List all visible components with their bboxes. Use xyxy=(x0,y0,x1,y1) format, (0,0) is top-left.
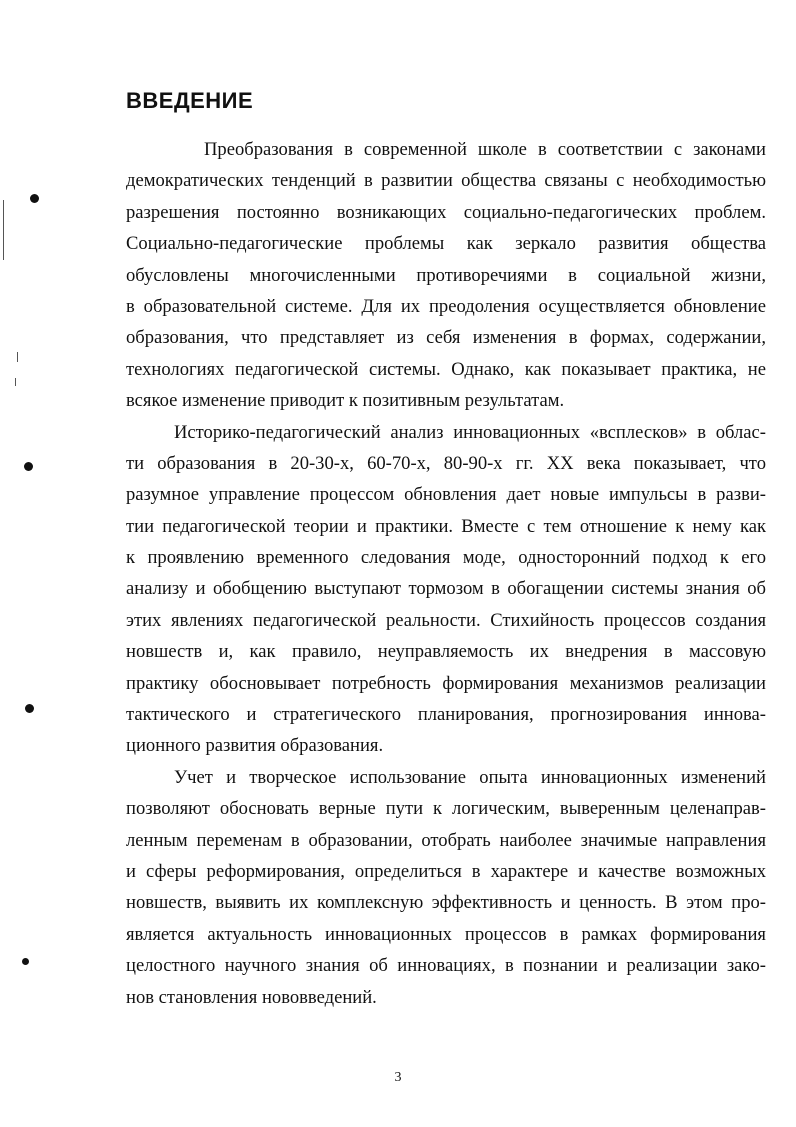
binder-hole-mark xyxy=(22,958,29,965)
binder-hole-mark xyxy=(24,462,33,471)
text-line: этих явлениях педагогической реальности. Стихийность процессов создания xyxy=(126,609,766,631)
text-line: анализу и обобщению выступают тормозом в обогащении системы знания об xyxy=(126,578,766,600)
text-line: технологиях педагогической системы. Однако, как показывает практика, не xyxy=(126,358,766,380)
text-line: целостного научного знания об инновациях, в познании и реализации зако- xyxy=(126,955,766,977)
text-line: Преобразования в современной школе в соответствии с законами xyxy=(204,139,766,160)
text-line: нов становления нововведений. xyxy=(126,986,377,1008)
text-line: ти образования в 20-30-х, 60-70-х, 80-90-х гг. XX века показывает, что xyxy=(126,452,766,474)
scan-edge-mark xyxy=(15,378,16,386)
text-line: образования, что представляет из себя изменения в формах, содержании, xyxy=(126,327,766,349)
text-line: ленным переменам в образовании, отобрать наиболее значимые направления xyxy=(126,829,766,851)
scan-edge-mark xyxy=(3,200,4,260)
binder-hole-mark xyxy=(30,194,39,203)
section-heading: ВВЕДЕНИЕ xyxy=(126,88,254,113)
text-line: Историко-педагогический анализ инновационных «всплесков» в облас- xyxy=(174,421,766,443)
text-line: ционного развития образования. xyxy=(126,735,384,757)
text-line: и сферы реформирования, определиться в характере и качестве возможных xyxy=(126,860,766,882)
text-line: является актуальность инновационных процессов в рамках формирования xyxy=(126,923,766,945)
text-line: тии педагогической теории и практики. Вместе с тем отношение к нему как xyxy=(126,515,766,537)
text-line: практику обосновывает потребность формирования механизмов реализации xyxy=(126,672,766,694)
text-line: Учет и творческое использование опыта инновационных изменений xyxy=(174,766,766,788)
text-line: всякое изменение приводит к позитивным результатам. xyxy=(126,390,565,412)
text-line: новшеств, выявить их комплексную эффективность и ценность. В этом про- xyxy=(126,892,766,914)
text-line: Социально-педагогические проблемы как зеркало развития общества xyxy=(126,233,766,255)
text-line: обусловлены многочисленными противоречиями в социальной жизни, xyxy=(126,264,766,286)
text-line: тактического и стратегического планирования, прогнозирования иннова- xyxy=(126,704,766,726)
page-number: 3 xyxy=(394,1070,402,1085)
text-line: разумное управление процессом обновления дает новые импульсы в разви- xyxy=(126,484,766,506)
text-line: в образовательной системе. Для их преодоления осуществляется обновление xyxy=(126,295,766,317)
binder-hole-mark xyxy=(25,704,34,713)
scan-edge-mark xyxy=(17,352,18,362)
body-text xyxy=(126,134,766,1013)
text-line: к проявлению временного следования моде, односторонний подход к его xyxy=(126,547,766,569)
text-line: демократических тенденций в развитии общества связаны с необходимостью xyxy=(126,170,766,192)
text-line: позволяют обосновать верные пути к логическим, выверенным целенаправ- xyxy=(126,798,766,820)
text-line: новшеств и, как правило, неуправляемость их внедрения в массовую xyxy=(126,641,766,663)
text-line: разрешения постоянно возникающих социально-педагогических проблем. xyxy=(126,201,766,223)
